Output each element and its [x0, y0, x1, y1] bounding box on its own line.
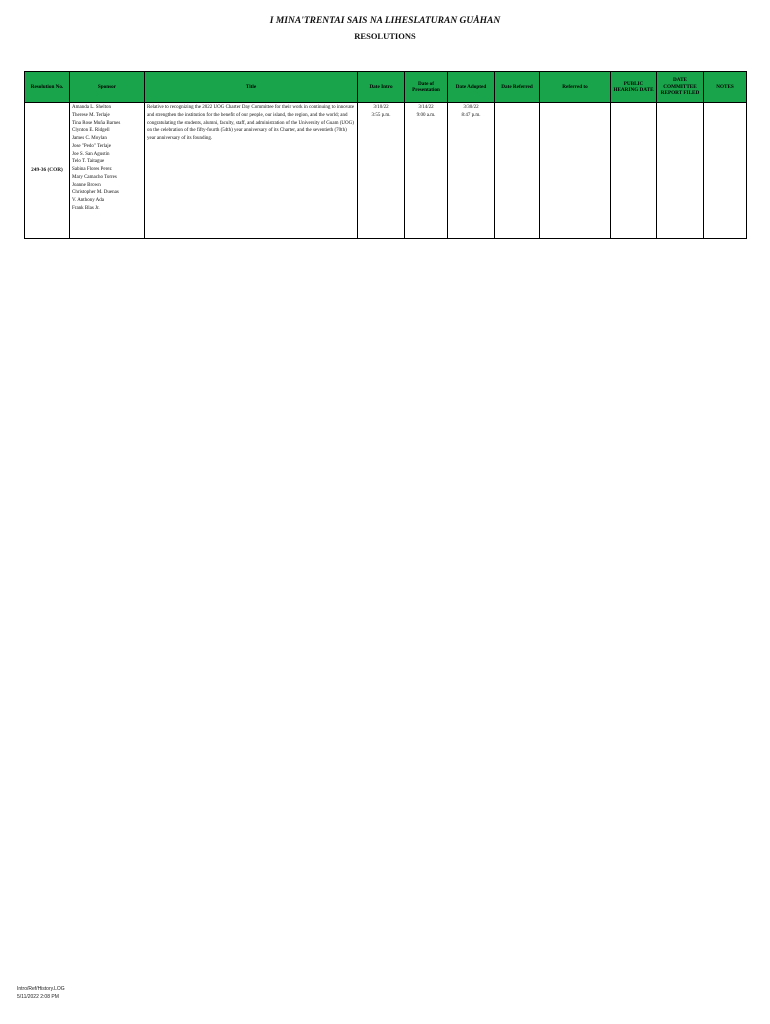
- sponsor-name: Jose "Pedo" Terlaje: [72, 143, 111, 149]
- sponsor-name: Mary Camacho Torres: [72, 174, 117, 180]
- date-intro-time: 3:55 p.m.: [371, 112, 391, 118]
- resolution-title: Relative to recognizing the 2022 UOG Charter Day Committee for their work in continuing to innovate and strengthen the institution for the benefit of our people, our island, the region, and the world; and congratulating the students, alumni, faculty, staff, and administration of the University of Guam (UOG) on the celebration of the fifty-fourth (54th) year anniversary of its Charter, and the seventieth (70th) year anniversary of its founding.: [145, 103, 358, 239]
- sponsor-name: Joe S. San Agustin: [72, 151, 110, 157]
- page-subtitle: RESOLUTIONS: [354, 31, 416, 41]
- notes-cell: [704, 103, 747, 239]
- sponsor-cell: [70, 103, 145, 239]
- column-header-sponsor: Sponsor: [70, 72, 145, 103]
- column-header-public-hearing-date: PUBLIC HEARING DATE: [611, 72, 657, 103]
- sponsor-name: Tina Rose Muña Barnes: [72, 120, 121, 126]
- sponsor-name: Amanda L. Shelton: [72, 105, 112, 110]
- footer: [17, 986, 65, 1002]
- date-intro-date: 3/10/22: [373, 105, 389, 110]
- column-header-date-referred: Date Referred: [495, 72, 540, 103]
- column-header-referred-to: Referred to: [540, 72, 611, 103]
- public-hearing-date-cell: [611, 103, 657, 239]
- sponsor-name: Sabina Flores Perez: [72, 167, 112, 172]
- resolution-number: 249-36 (COR): [25, 103, 70, 239]
- footer-timestamp: 5/11/2022 2:08 PM: [17, 993, 59, 1000]
- sponsor-name: Christopher M. Duenas: [72, 190, 119, 196]
- column-header-date-presentation: Date of Presentation: [405, 72, 448, 103]
- date-adopted-cell: [448, 103, 495, 239]
- sponsor-name: Clynton E. Ridgell: [72, 128, 110, 134]
- sponsor-name: Frank Blas Jr.: [72, 205, 100, 211]
- column-header-resolution-no: Resolution No.: [25, 72, 70, 103]
- column-header-committee-report-filed: DATE COMMITTEE REPORT FILED: [657, 72, 704, 103]
- column-header-date-intro: Date Intro: [358, 72, 405, 103]
- sponsor-name: Joanne Brown: [72, 182, 101, 188]
- sponsor-name: Telo T. Taitague: [72, 159, 105, 165]
- date-presentation-date: 3/14/22: [418, 105, 434, 110]
- date-presentation-time: 9:00 a.m.: [416, 112, 436, 118]
- page-title: I MINA'TRENTAI SAIS NA LIHESLATURAN GUÅHAN: [269, 16, 501, 26]
- committee-report-filed-cell: [657, 103, 704, 239]
- resolutions-table: [24, 71, 747, 239]
- footer-file-path: Intro/Ref/History.LOG: [17, 986, 65, 992]
- date-adopted-time: 8:47 p.m.: [461, 112, 481, 118]
- date-referred-cell: [495, 103, 540, 239]
- column-header-notes: NOTES: [704, 72, 747, 103]
- table-row: [25, 103, 747, 239]
- date-adopted-date: 3/30/22: [463, 105, 479, 110]
- table-header-row: [25, 72, 747, 103]
- referred-to-cell: [540, 103, 611, 239]
- sponsor-name: V. Anthony Ada: [72, 198, 104, 203]
- sponsor-name: Therese M. Terlaje: [72, 112, 110, 118]
- column-header-date-adopted: Date Adopted: [448, 72, 495, 103]
- date-presentation-cell: [405, 103, 448, 239]
- column-header-title: Title: [145, 72, 358, 103]
- date-intro-cell: [358, 103, 405, 239]
- sponsor-name: James C. Moylan: [72, 136, 107, 141]
